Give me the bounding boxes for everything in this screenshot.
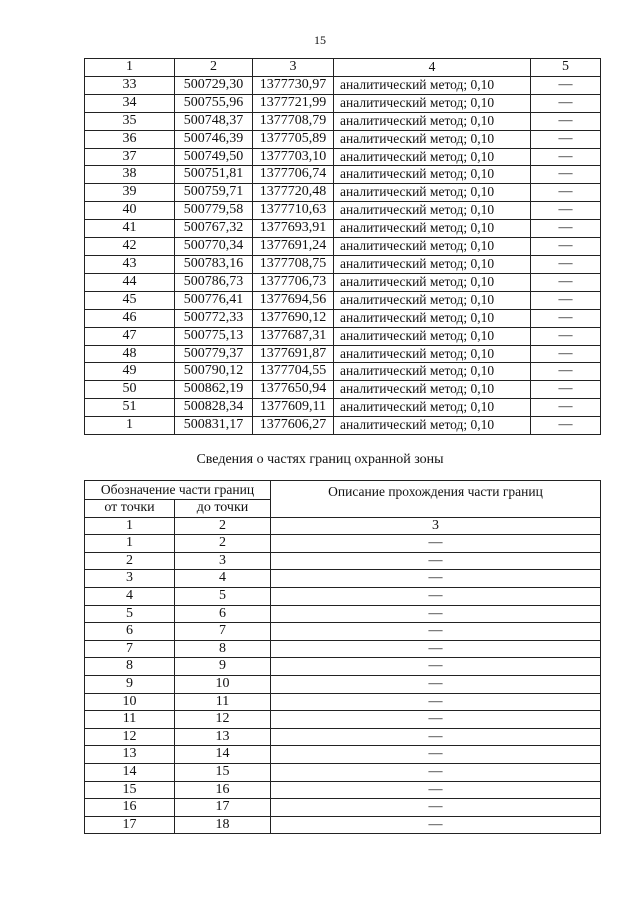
y-coordinate: 1377708,75 [253,255,334,273]
from-point: 10 [85,693,175,711]
from-point: 7 [85,640,175,658]
x-coordinate: 500831,17 [175,417,253,435]
note: — [531,381,601,399]
method-accuracy: аналитический метод; 0,10 [334,76,531,94]
x-coordinate: 500786,73 [175,273,253,291]
point-number: 35 [85,112,175,130]
description: — [271,763,601,781]
description: — [271,728,601,746]
to-point: 15 [175,763,271,781]
point-number: 33 [85,76,175,94]
from-point: 3 [85,570,175,588]
note: — [531,220,601,238]
y-coordinate: 1377708,79 [253,112,334,130]
x-coordinate: 500770,34 [175,238,253,256]
note: — [531,309,601,327]
x-coordinate: 500729,30 [175,76,253,94]
point-number: 51 [85,399,175,417]
y-coordinate: 1377706,73 [253,273,334,291]
method-accuracy: аналитический метод; 0,10 [334,166,531,184]
y-coordinate: 1377687,31 [253,327,334,345]
to-point-header: до точки [175,500,271,518]
table-row [85,781,601,799]
method-accuracy: аналитический метод; 0,10 [334,220,531,238]
from-point: 14 [85,763,175,781]
column-header: 3 [253,59,334,77]
column-number: 1 [85,517,175,535]
note: — [531,363,601,381]
method-accuracy: аналитический метод; 0,10 [334,184,531,202]
method-accuracy: аналитический метод; 0,10 [334,327,531,345]
table-row [85,94,601,112]
method-accuracy: аналитический метод; 0,10 [334,130,531,148]
point-number: 46 [85,309,175,327]
note: — [531,399,601,417]
point-number: 39 [85,184,175,202]
section-heading: Сведения о частях границ охранной зоны [196,452,444,467]
x-coordinate: 500776,41 [175,291,253,309]
x-coordinate: 500828,34 [175,399,253,417]
coordinates-table [84,58,601,435]
to-point: 16 [175,781,271,799]
from-point: 1 [85,535,175,553]
x-coordinate: 500772,33 [175,309,253,327]
to-point: 10 [175,675,271,693]
description: — [271,623,601,641]
y-coordinate: 1377691,24 [253,238,334,256]
table-row [85,184,601,202]
table-row [85,166,601,184]
note: — [531,327,601,345]
description: — [271,605,601,623]
method-accuracy: аналитический метод; 0,10 [334,381,531,399]
y-coordinate: 1377703,10 [253,148,334,166]
table-row [85,417,601,435]
y-coordinate: 1377710,63 [253,202,334,220]
from-point: 12 [85,728,175,746]
description: — [271,799,601,817]
x-coordinate: 500755,96 [175,94,253,112]
description-header: Описание прохождения части границ [271,481,601,518]
point-number: 34 [85,94,175,112]
column-number: 3 [271,517,601,535]
method-accuracy: аналитический метод; 0,10 [334,202,531,220]
table-row [85,728,601,746]
to-point: 12 [175,711,271,729]
to-point: 7 [175,623,271,641]
point-number: 50 [85,381,175,399]
method-accuracy: аналитический метод; 0,10 [334,309,531,327]
description: — [271,781,601,799]
note: — [531,76,601,94]
note: — [531,202,601,220]
description: — [271,675,601,693]
page-number: 15 [314,33,326,47]
to-point: 8 [175,640,271,658]
x-coordinate: 500751,81 [175,166,253,184]
from-point: 5 [85,605,175,623]
note: — [531,255,601,273]
x-coordinate: 500746,39 [175,130,253,148]
to-point: 5 [175,587,271,605]
from-point: 16 [85,799,175,817]
table-row [85,220,601,238]
to-point: 11 [175,693,271,711]
column-header: 2 [175,59,253,77]
description: — [271,711,601,729]
x-coordinate: 500748,37 [175,112,253,130]
note: — [531,238,601,256]
table-row [85,345,601,363]
table-row [85,291,601,309]
note: — [531,112,601,130]
x-coordinate: 500767,32 [175,220,253,238]
table-row [85,658,601,676]
note: — [531,184,601,202]
from-point-header: от точки [85,500,175,518]
table-row [85,693,601,711]
note: — [531,94,601,112]
y-coordinate: 1377609,11 [253,399,334,417]
from-point: 17 [85,816,175,834]
x-coordinate: 500862,19 [175,381,253,399]
y-coordinate: 1377691,87 [253,345,334,363]
column-header: 1 [85,59,175,77]
point-number: 36 [85,130,175,148]
to-point: 17 [175,799,271,817]
to-point: 18 [175,816,271,834]
boundary-parts-table [84,480,601,834]
table-row [85,112,601,130]
table-row [85,711,601,729]
table-row [85,381,601,399]
description: — [271,552,601,570]
y-coordinate: 1377693,91 [253,220,334,238]
x-coordinate: 500779,37 [175,345,253,363]
to-point: 6 [175,605,271,623]
table-row [85,763,601,781]
from-point: 13 [85,746,175,764]
table-row [85,255,601,273]
y-coordinate: 1377704,55 [253,363,334,381]
method-accuracy: аналитический метод; 0,10 [334,94,531,112]
point-number: 38 [85,166,175,184]
to-point: 9 [175,658,271,676]
table-row [85,309,601,327]
from-point: 4 [85,587,175,605]
table-row [85,799,601,817]
description: — [271,693,601,711]
note: — [531,345,601,363]
point-number: 48 [85,345,175,363]
note: — [531,291,601,309]
to-point: 13 [175,728,271,746]
y-coordinate: 1377606,27 [253,417,334,435]
table-row [85,605,601,623]
numbering-row [85,517,601,535]
description: — [271,535,601,553]
method-accuracy: аналитический метод; 0,10 [334,345,531,363]
table-row [85,76,601,94]
description: — [271,570,601,588]
table-row [85,816,601,834]
point-number: 40 [85,202,175,220]
y-coordinate: 1377720,48 [253,184,334,202]
table-row [85,130,601,148]
to-point: 14 [175,746,271,764]
note: — [531,417,601,435]
table-row [85,640,601,658]
column-header: 5 [531,59,601,77]
y-coordinate: 1377721,99 [253,94,334,112]
note: — [531,166,601,184]
point-number: 41 [85,220,175,238]
column-header: 4 [334,59,531,77]
table-row [85,148,601,166]
table-row [85,535,601,553]
method-accuracy: аналитический метод; 0,10 [334,363,531,381]
table-row [85,363,601,381]
description: — [271,816,601,834]
y-coordinate: 1377650,94 [253,381,334,399]
table-row [85,238,601,256]
point-number: 42 [85,238,175,256]
point-number: 43 [85,255,175,273]
table-row [85,202,601,220]
note: — [531,273,601,291]
y-coordinate: 1377706,74 [253,166,334,184]
point-number: 1 [85,417,175,435]
from-point: 8 [85,658,175,676]
to-point: 4 [175,570,271,588]
table-row [85,746,601,764]
table-row [85,552,601,570]
method-accuracy: аналитический метод; 0,10 [334,273,531,291]
x-coordinate: 500775,13 [175,327,253,345]
method-accuracy: аналитический метод; 0,10 [334,417,531,435]
from-point: 9 [85,675,175,693]
method-accuracy: аналитический метод; 0,10 [334,399,531,417]
method-accuracy: аналитический метод; 0,10 [334,238,531,256]
note: — [531,130,601,148]
group-header: Обозначение части границ [85,481,271,500]
table-row [85,675,601,693]
y-coordinate: 1377730,97 [253,76,334,94]
from-point: 2 [85,552,175,570]
description: — [271,587,601,605]
point-number: 45 [85,291,175,309]
point-number: 47 [85,327,175,345]
method-accuracy: аналитический метод; 0,10 [334,255,531,273]
column-number: 2 [175,517,271,535]
from-point: 15 [85,781,175,799]
table-row [85,327,601,345]
from-point: 11 [85,711,175,729]
from-point: 6 [85,623,175,641]
method-accuracy: аналитический метод; 0,10 [334,112,531,130]
x-coordinate: 500749,50 [175,148,253,166]
y-coordinate: 1377705,89 [253,130,334,148]
method-accuracy: аналитический метод; 0,10 [334,291,531,309]
point-number: 49 [85,363,175,381]
point-number: 37 [85,148,175,166]
table-row [85,587,601,605]
x-coordinate: 500790,12 [175,363,253,381]
table-row [85,623,601,641]
table-header-row [85,481,601,500]
description: — [271,640,601,658]
table-row [85,570,601,588]
x-coordinate: 500759,71 [175,184,253,202]
table-row [85,273,601,291]
note: — [531,148,601,166]
description: — [271,658,601,676]
method-accuracy: аналитический метод; 0,10 [334,148,531,166]
description: — [271,746,601,764]
to-point: 2 [175,535,271,553]
x-coordinate: 500783,16 [175,255,253,273]
table-header-row [85,59,601,77]
y-coordinate: 1377694,56 [253,291,334,309]
point-number: 44 [85,273,175,291]
to-point: 3 [175,552,271,570]
x-coordinate: 500779,58 [175,202,253,220]
y-coordinate: 1377690,12 [253,309,334,327]
table-row [85,399,601,417]
